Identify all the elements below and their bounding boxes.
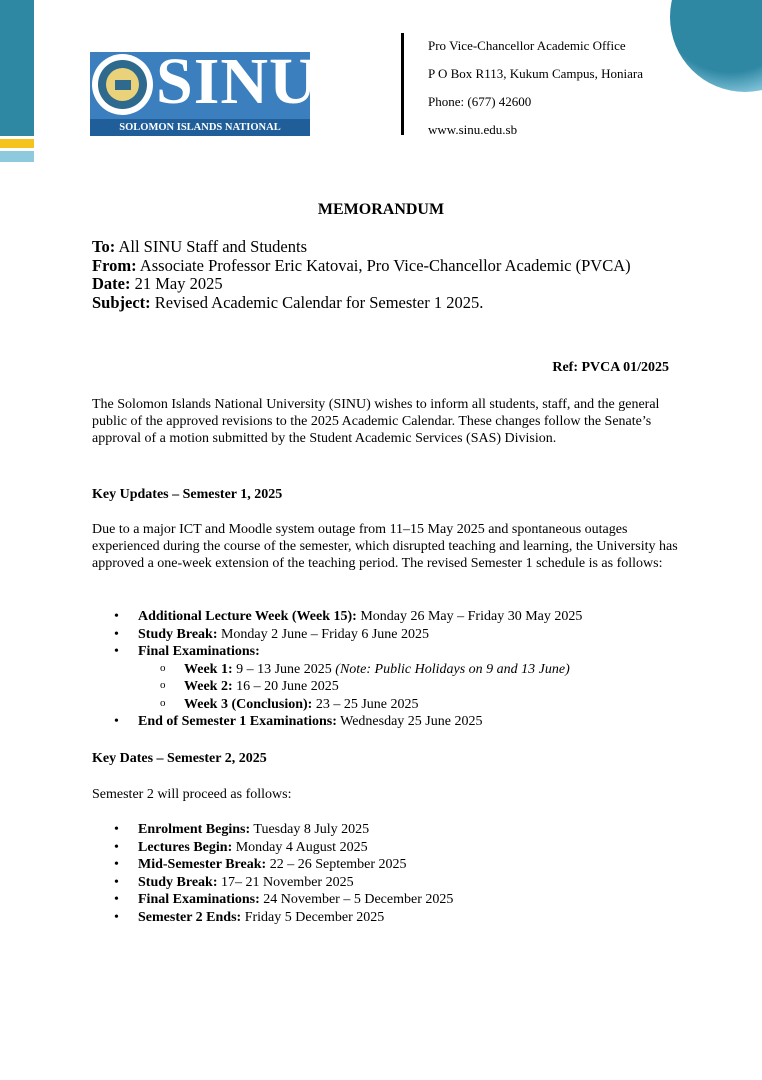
- exam-weeks-list: [138, 661, 692, 714]
- semester2-intro: Semester 2 will proceed as follows:: [92, 787, 292, 802]
- sinu-logo: [90, 45, 318, 150]
- list-item: • Final Examinations: o Week 1: 9 – 13 June 2025 (Note: Public Holidays on 9 and 13 June) o Week 2: 16 – 20 June 2025 o Week 3 (Conclusion): 23 – 25 June 2025: [92, 643, 692, 713]
- header-divider: [401, 33, 404, 135]
- decorative-left-bar: [0, 0, 34, 136]
- list-item: o Week 1: 9 – 13 June 2025 (Note: Public Holidays on 9 and 13 June): [138, 661, 692, 679]
- website-link[interactable]: www.sinu.edu.sb: [428, 122, 518, 137]
- list-item: • Semester 2 Ends: Friday 5 December 2025: [92, 909, 692, 927]
- office-address: [428, 32, 643, 144]
- address-line: Pro Vice-Chancellor Academic Office: [428, 38, 626, 53]
- semester2-list: [92, 821, 692, 926]
- semester1-list: [92, 608, 692, 731]
- memo-to: To: All SINU Staff and Students: [92, 237, 307, 256]
- list-item: • Enrolment Begins: Tuesday 8 July 2025: [92, 821, 692, 839]
- logo-wordmark: SINU: [156, 45, 318, 118]
- list-item: • Lectures Begin: Monday 4 August 2025: [92, 839, 692, 857]
- memo-subject: Subject: Revised Academic Calendar for Semester 1 2025.: [92, 292, 484, 312]
- university-seal-icon: [92, 54, 153, 115]
- intro-paragraph: The Solomon Islands National University (SINU) wishes to inform all students, staff, and the general public of the approved revisions to the 2025 Academic Calendar. These changes follow the Senate’s approval of a motion submitted by the Student Academic Services (SAS) Division.: [92, 397, 660, 446]
- semester1-heading: Key Updates – Semester 1, 2025: [92, 487, 283, 502]
- list-item: o Week 3 (Conclusion): 23 – 25 June 2025: [138, 696, 692, 714]
- list-item: • Final Examinations: 24 November – 5 December 2025: [92, 891, 692, 909]
- address-line: P O Box R113, Kukum Campus, Honiara: [428, 66, 643, 81]
- list-item: • Study Break: 17– 21 November 2025: [92, 874, 692, 892]
- address-line: Phone: (677) 42600: [428, 94, 532, 109]
- decorative-light-stripe: [0, 151, 34, 162]
- memo-date: Date: 21 May 2025: [92, 274, 223, 293]
- semester2-heading: Key Dates – Semester 2, 2025: [92, 751, 267, 766]
- logo-subtitle: SOLOMON ISLANDS NATIONAL UNIVERSITY: [90, 119, 310, 136]
- list-item: • Additional Lecture Week (Week 15): Monday 26 May – Friday 30 May 2025: [92, 608, 692, 626]
- list-item: o Week 2: 16 – 20 June 2025: [138, 678, 692, 696]
- memo-from: From: Associate Professor Eric Katovai, Pro Vice-Chancellor Academic (PVCA): [92, 255, 631, 275]
- decorative-corner-circle: [670, 0, 762, 92]
- list-item: • Study Break: Monday 2 June – Friday 6 June 2025: [92, 626, 692, 644]
- decorative-yellow-stripe: [0, 139, 34, 148]
- memo-reference: Ref: PVCA 01/2025: [552, 360, 669, 375]
- memo-title: MEMORANDUM: [317, 201, 445, 218]
- memo-meta: [92, 238, 692, 312]
- list-item: • End of Semester 1 Examinations: Wednesday 25 June 2025: [92, 713, 692, 731]
- semester1-intro: Due to a major ICT and Moodle system outage from 11–15 May 2025 and spontaneous outages experienced during the course of the semester, which disrupted teaching and learning, the University has approved a one-week extension of the teaching period. The revised Semester 1 schedule is as follows:: [92, 522, 678, 571]
- list-item: • Mid-Semester Break: 22 – 26 September 2025: [92, 856, 692, 874]
